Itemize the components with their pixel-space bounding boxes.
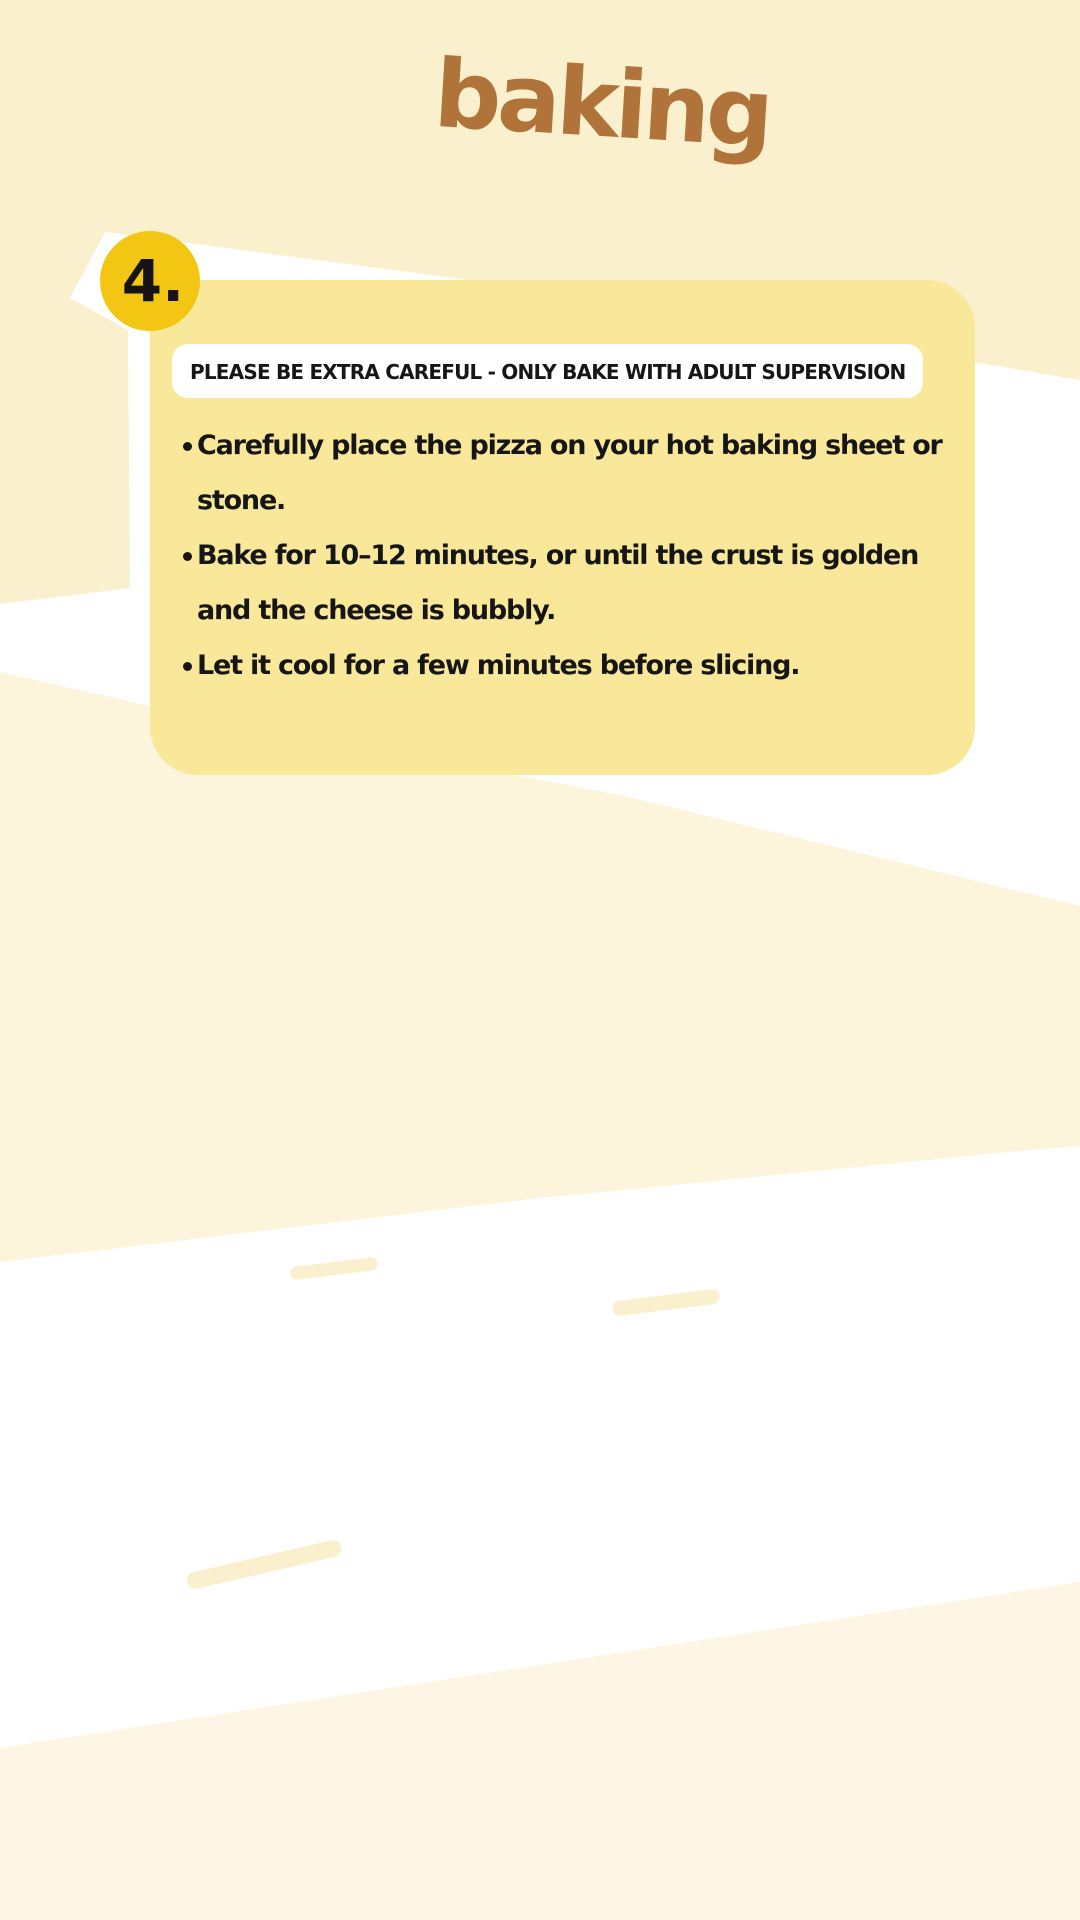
steps-list [183,418,945,693]
step-number: 4. [121,247,185,315]
step-number-badge [100,231,200,331]
step-text: Carefully place the pizza on your hot baking sheet or stone. [197,430,942,516]
bullet-icon [183,442,192,451]
list-item [183,638,945,693]
instruction-card [150,280,975,775]
warning-pill [172,344,923,398]
bullet-icon [183,552,192,561]
page-title: baking [431,39,773,170]
step-text: Let it cool for a few minutes before slicing. [197,650,800,681]
warning-text: PLEASE BE EXTRA CAREFUL - ONLY BAKE WITH ADULT SUPERVISION [190,360,906,384]
step-text: Bake for 10–12 minutes, or until the crust is golden and the cheese is bubbly. [197,540,919,626]
list-item [183,528,945,638]
list-item [183,418,945,528]
bullet-icon [183,662,192,671]
